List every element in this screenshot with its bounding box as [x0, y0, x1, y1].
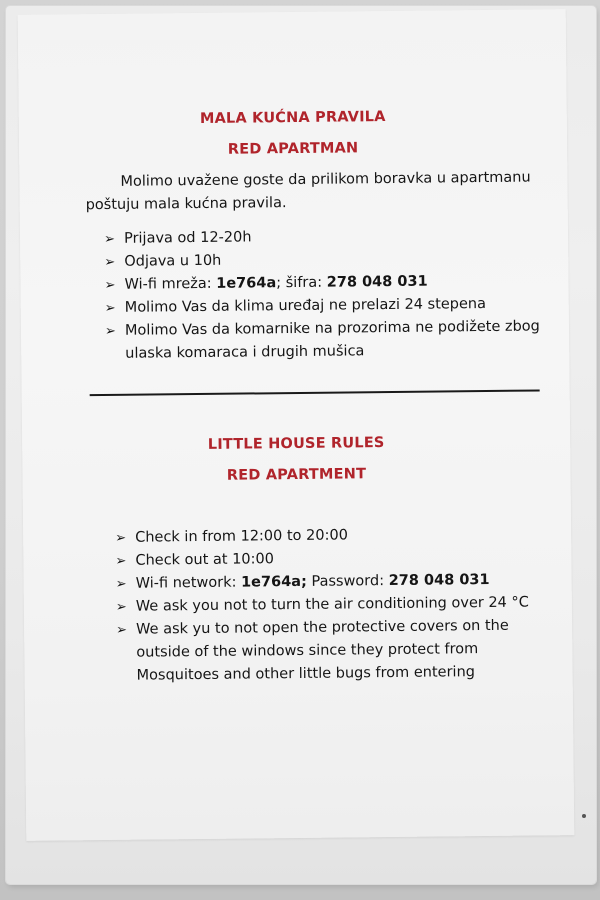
wifi-network-name: 1e764a; [240, 573, 307, 591]
wifi-label: Wi-fi network: [135, 574, 242, 592]
arrow-bullet-icon: ➢ [115, 576, 127, 592]
croatian-intro-line-1: Molimo uvažene goste da prilikom boravka u apartmanu [120, 169, 531, 190]
rule-mosquito-line-2: outside of the windows since they protect from [136, 641, 479, 661]
rule-mosquito-line-3: Mosquitoes and other little bugs from entering [136, 664, 476, 684]
croatian-intro [19, 166, 567, 218]
wifi-password-label: ; šifra: [276, 274, 327, 292]
english-title: LITTLE HOUSE RULES [207, 435, 385, 453]
wifi-password-label: Password: [306, 573, 389, 590]
rule-checkout-text: Check out at 10:00 [135, 551, 275, 569]
arrow-bullet-icon: ➢ [103, 231, 116, 247]
rule-mosquito-line-1: We ask yu to not open the protective covers on the [136, 617, 509, 638]
arrow-bullet-icon: ➢ [104, 277, 116, 293]
section-divider [90, 389, 540, 396]
arrow-bullet-icon: ➢ [104, 300, 116, 316]
croatian-section [19, 107, 570, 367]
croatian-subtitle: RED APARTMAN [227, 140, 359, 158]
wifi-password: 278 048 031 [388, 571, 490, 590]
croatian-intro-line-2: poštuju mala kućna pravila. [85, 195, 287, 214]
list-item [105, 315, 549, 366]
english-section [22, 433, 573, 689]
list-item [116, 614, 559, 688]
english-rules-list [23, 522, 573, 689]
arrow-bullet-icon: ➢ [115, 599, 127, 615]
rule-wifi-text [124, 274, 427, 293]
arrow-bullet-icon: ➢ [116, 622, 128, 638]
rule-mosquito-line-2: ulaska komaraca i drugih mušica [125, 343, 365, 362]
rule-mosquito-line-1: Molimo Vas da komarnike na prozorima ne podižete zbog [124, 318, 540, 339]
house-rules-sheet [18, 9, 575, 841]
croatian-title: MALA KUĆNA PRAVILA [199, 109, 386, 127]
arrow-bullet-icon: ➢ [104, 254, 116, 270]
pin-dot [582, 814, 586, 818]
rule-checkin-text: Prijava od 12-20h [123, 229, 252, 247]
rule-wifi-text [136, 572, 490, 592]
english-subtitle: RED APARTMENT [226, 466, 367, 484]
wifi-password: 278 048 031 [326, 273, 428, 291]
rule-mosquito-text [136, 614, 559, 687]
arrow-bullet-icon: ➢ [115, 553, 127, 569]
rule-checkout-text: Odjava u 10h [124, 252, 222, 270]
rule-air-conditioning-text: Molimo Vas da klima uređaj ne prelazi 24 stepena [124, 296, 487, 316]
rule-air-conditioning-text: We ask you not to turn the air conditioning over 24 °C [135, 594, 529, 615]
rule-checkin-text: Check in from 12:00 to 20:00 [135, 527, 348, 546]
croatian-rules-list [20, 223, 569, 367]
arrow-bullet-icon: ➢ [104, 323, 116, 339]
arrow-bullet-icon: ➢ [115, 530, 127, 546]
wifi-label: Wi-fi mreža: [124, 275, 217, 293]
wifi-network-name: 1e764a [216, 275, 277, 292]
rule-mosquito-text [125, 315, 549, 365]
